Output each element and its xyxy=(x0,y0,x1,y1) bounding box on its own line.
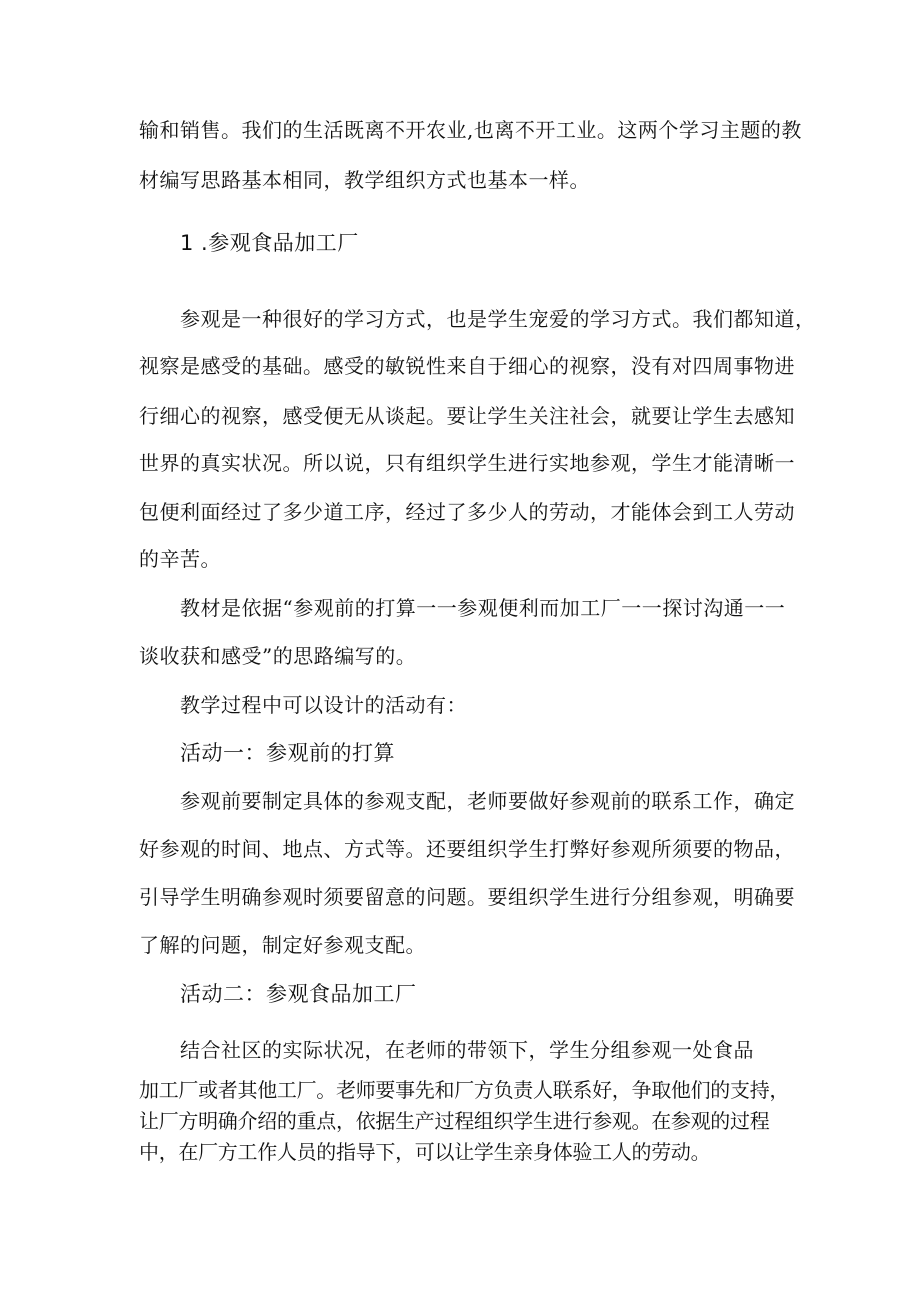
paragraph-line: 加工厂或者其他工厂。老师要事先和厂方负责人联系好，争取他们的支持， xyxy=(139,1078,790,1102)
paragraph-line: 谈收获和感受”的思路编写的。 xyxy=(139,644,417,668)
paragraph-line: 包便利面经过了多少道工序，经过了多少人的劳动，才能体会到工人劳动 xyxy=(139,500,795,524)
paragraph-line: 行细心的视察，感受便无从谈起。要让学生关注社会，就要让学生去感知 xyxy=(139,404,795,428)
paragraph-line: 教材是依据“参观前的打算一一参观便利而加工厂一一探讨沟通一一 xyxy=(180,596,786,620)
paragraph-line: 结合社区的实际状况，在老师的带领下，学生分组参观一处食品 xyxy=(180,1038,754,1062)
paragraph-line: 世界的真实状况。所以说，只有组织学生进行实地参观，学生才能清晰一 xyxy=(139,451,795,475)
paragraph-line: 参观是一种很好的学习方式，也是学生宠爱的学习方式。我们都知道， xyxy=(180,307,816,331)
activity-heading: 活动一：参观前的打算 xyxy=(180,741,395,765)
paragraph-line: 让厂方明确介绍的重点，依据生产过程组织学生进行参观。在参观的过程 xyxy=(139,1109,770,1133)
paragraph-line: 材编写思路基本相同，教学组织方式也基本一样。 xyxy=(139,168,590,192)
paragraph-line: 好参观的时间、地点、方式等。还要组织学生打弊好参观所须要的物品， xyxy=(139,837,795,861)
paragraph-line: 教学过程中可以设计的活动有： xyxy=(180,693,467,717)
paragraph-line: 了解的问题，制定好参观支配。 xyxy=(139,933,426,957)
activity-heading: 活动二：参观食品加工厂 xyxy=(180,982,417,1006)
paragraph-line: 中，在厂方工作人员的指导下，可以让学生亲身体验工人的劳动。 xyxy=(139,1140,711,1164)
paragraph-line: 视察是感受的基础。感受的敏锐性来自于细心的视察，没有对四周事物进 xyxy=(139,354,795,378)
paragraph-line: 输和销售。我们的生活既离不开农业,也离不开工业。这两个学习主题的教 xyxy=(139,118,802,142)
section-heading: 1 .参观食品加工厂 xyxy=(180,231,359,255)
paragraph-line: 的辛苦。 xyxy=(139,547,221,571)
paragraph-line: 参观前要制定具体的参观支配，老师要做好参观前的联系工作，确定 xyxy=(180,789,795,813)
paragraph-line: 引导学生明确参观时须要留意的问题。要组织学生进行分组参观，明确要 xyxy=(139,885,795,909)
